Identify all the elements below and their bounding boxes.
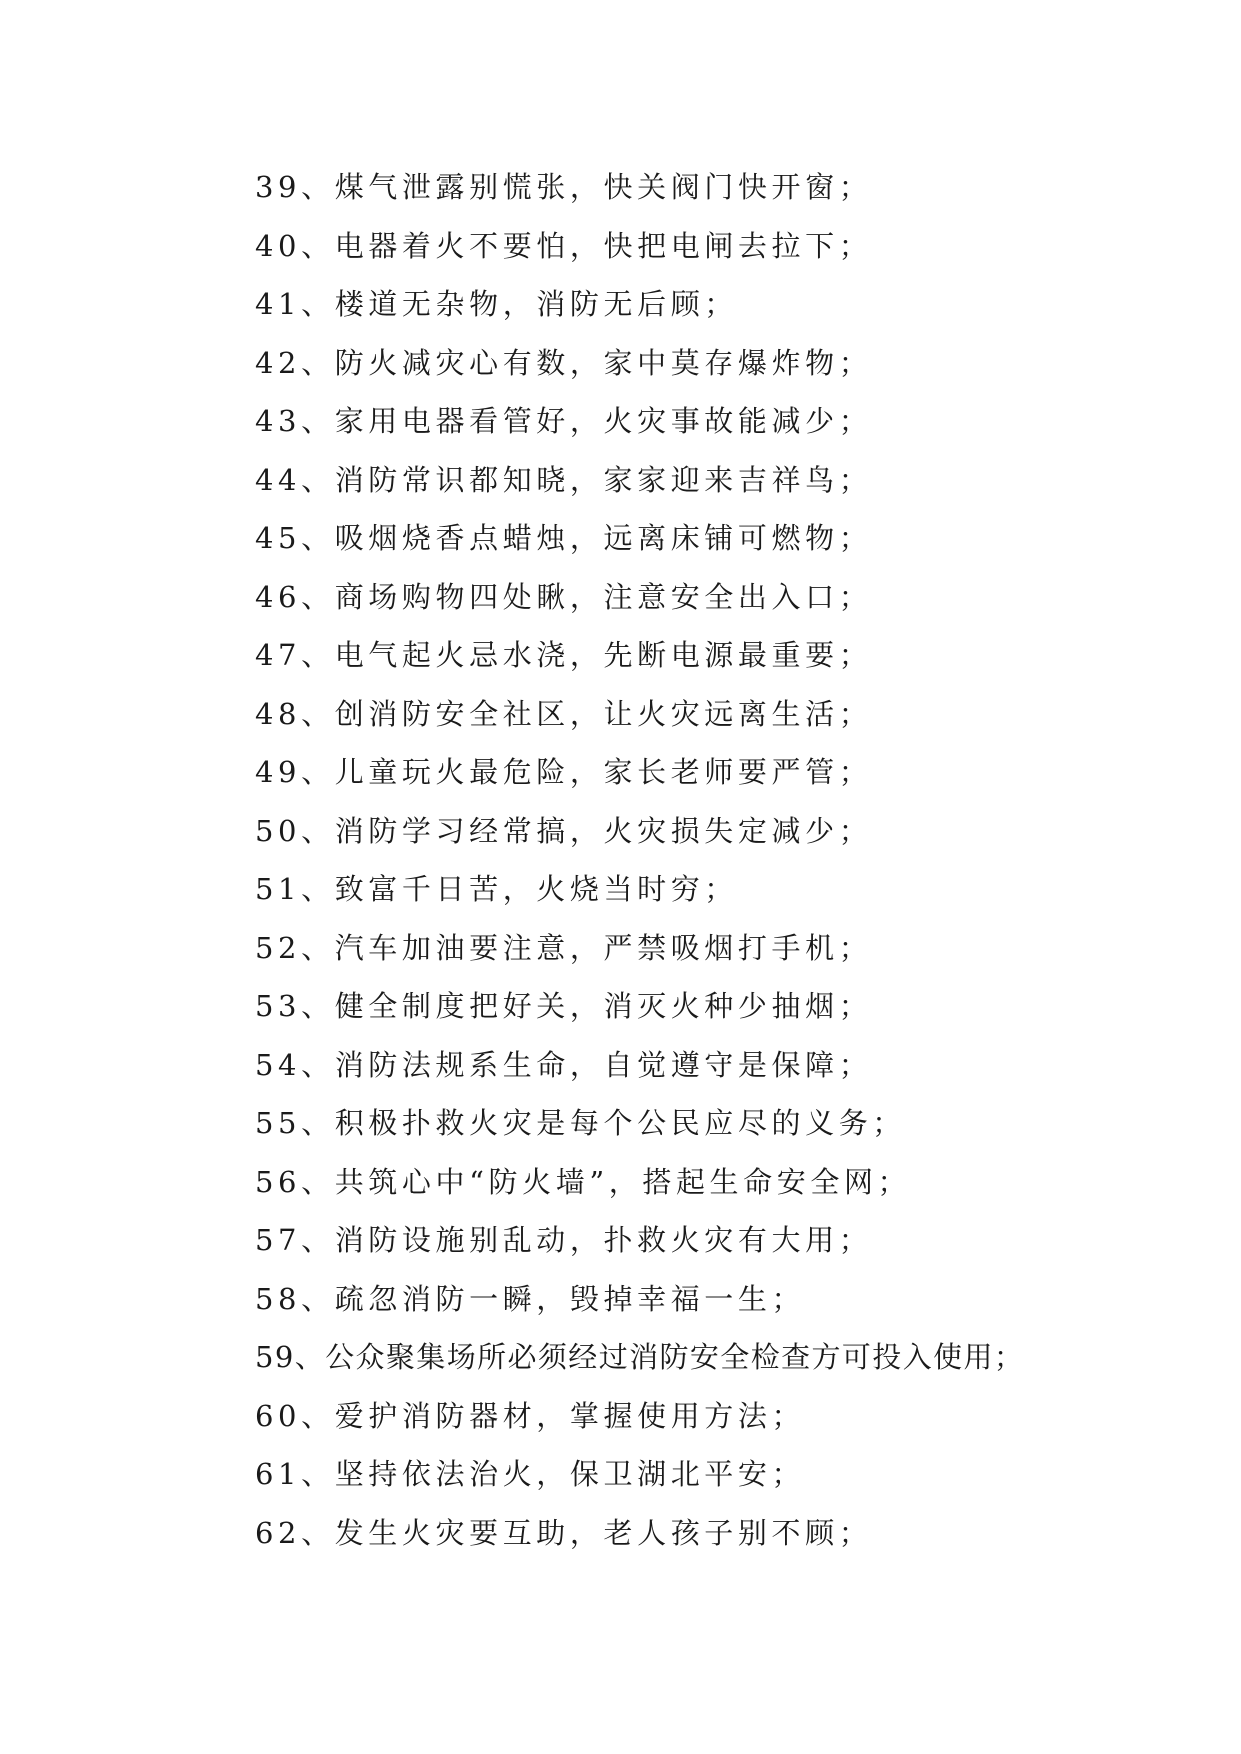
- slogan-line: 58、疏忽消防一瞬，毁掉幸福一生；: [255, 1281, 806, 1316]
- slogan-line: 47、电气起火忌水浇，先断电源最重要；: [255, 638, 873, 672]
- slogan-line: 52、汽车加油要注意，严禁吸烟打手机；: [255, 930, 873, 965]
- slogan-line: 60、爱护消防器材，掌握使用方法；: [255, 1398, 806, 1433]
- slogan-line: 43、家用电器看管好，火灾事故能减少；: [255, 404, 873, 438]
- slogan-line: 51、致富千日苦，火烧当时穷；: [255, 872, 738, 906]
- slogan-line: 61、坚持依法治火，保卫湖北平安；: [255, 1457, 806, 1491]
- slogan-line: 40、电器着火不要怕，快把电闸去拉下；: [255, 228, 873, 263]
- slogan-line: 56、共筑心中“防火墙”，搭起生命安全网；: [255, 1164, 912, 1199]
- slogan-line: 48、创消防安全社区，让火灾远离生活；: [255, 696, 873, 731]
- slogan-line: 55、积极扑救火灾是每个公民应尽的义务；: [255, 1106, 906, 1140]
- slogan-list: [255, 158, 1155, 1562]
- slogan-line: 62、发生火灾要互助，老人孩子别不顾；: [255, 1515, 873, 1550]
- slogan-line: 42、防火减灾心有数，家中莫存爆炸物；: [255, 345, 873, 380]
- slogan-line: 59、公众聚集场所必须经过消防安全检查方可投入使用；: [255, 1340, 1025, 1374]
- slogan-line: 54、消防法规系生命，自觉遵守是保障；: [255, 1047, 873, 1082]
- slogan-line: 50、消防学习经常搞，火灾损失定减少；: [255, 813, 873, 848]
- slogan-line: 44、消防常识都知晓，家家迎来吉祥鸟；: [255, 462, 873, 497]
- slogan-line: 39、煤气泄露别慌张，快关阀门快开窗；: [255, 170, 873, 204]
- slogan-line: 53、健全制度把好关，消灭火种少抽烟；: [255, 989, 873, 1023]
- slogan-line: 45、吸烟烧香点蜡烛，远离床铺可燃物；: [255, 521, 873, 555]
- slogan-line: 41、楼道无杂物，消防无后顾；: [255, 287, 738, 321]
- slogan-line: 49、儿童玩火最危险，家长老师要严管；: [255, 755, 873, 789]
- slogan-line: 57、消防设施别乱动，扑救火灾有大用；: [255, 1223, 873, 1257]
- slogan-line: 46、商场购物四处瞅，注意安全出入口；: [255, 579, 873, 614]
